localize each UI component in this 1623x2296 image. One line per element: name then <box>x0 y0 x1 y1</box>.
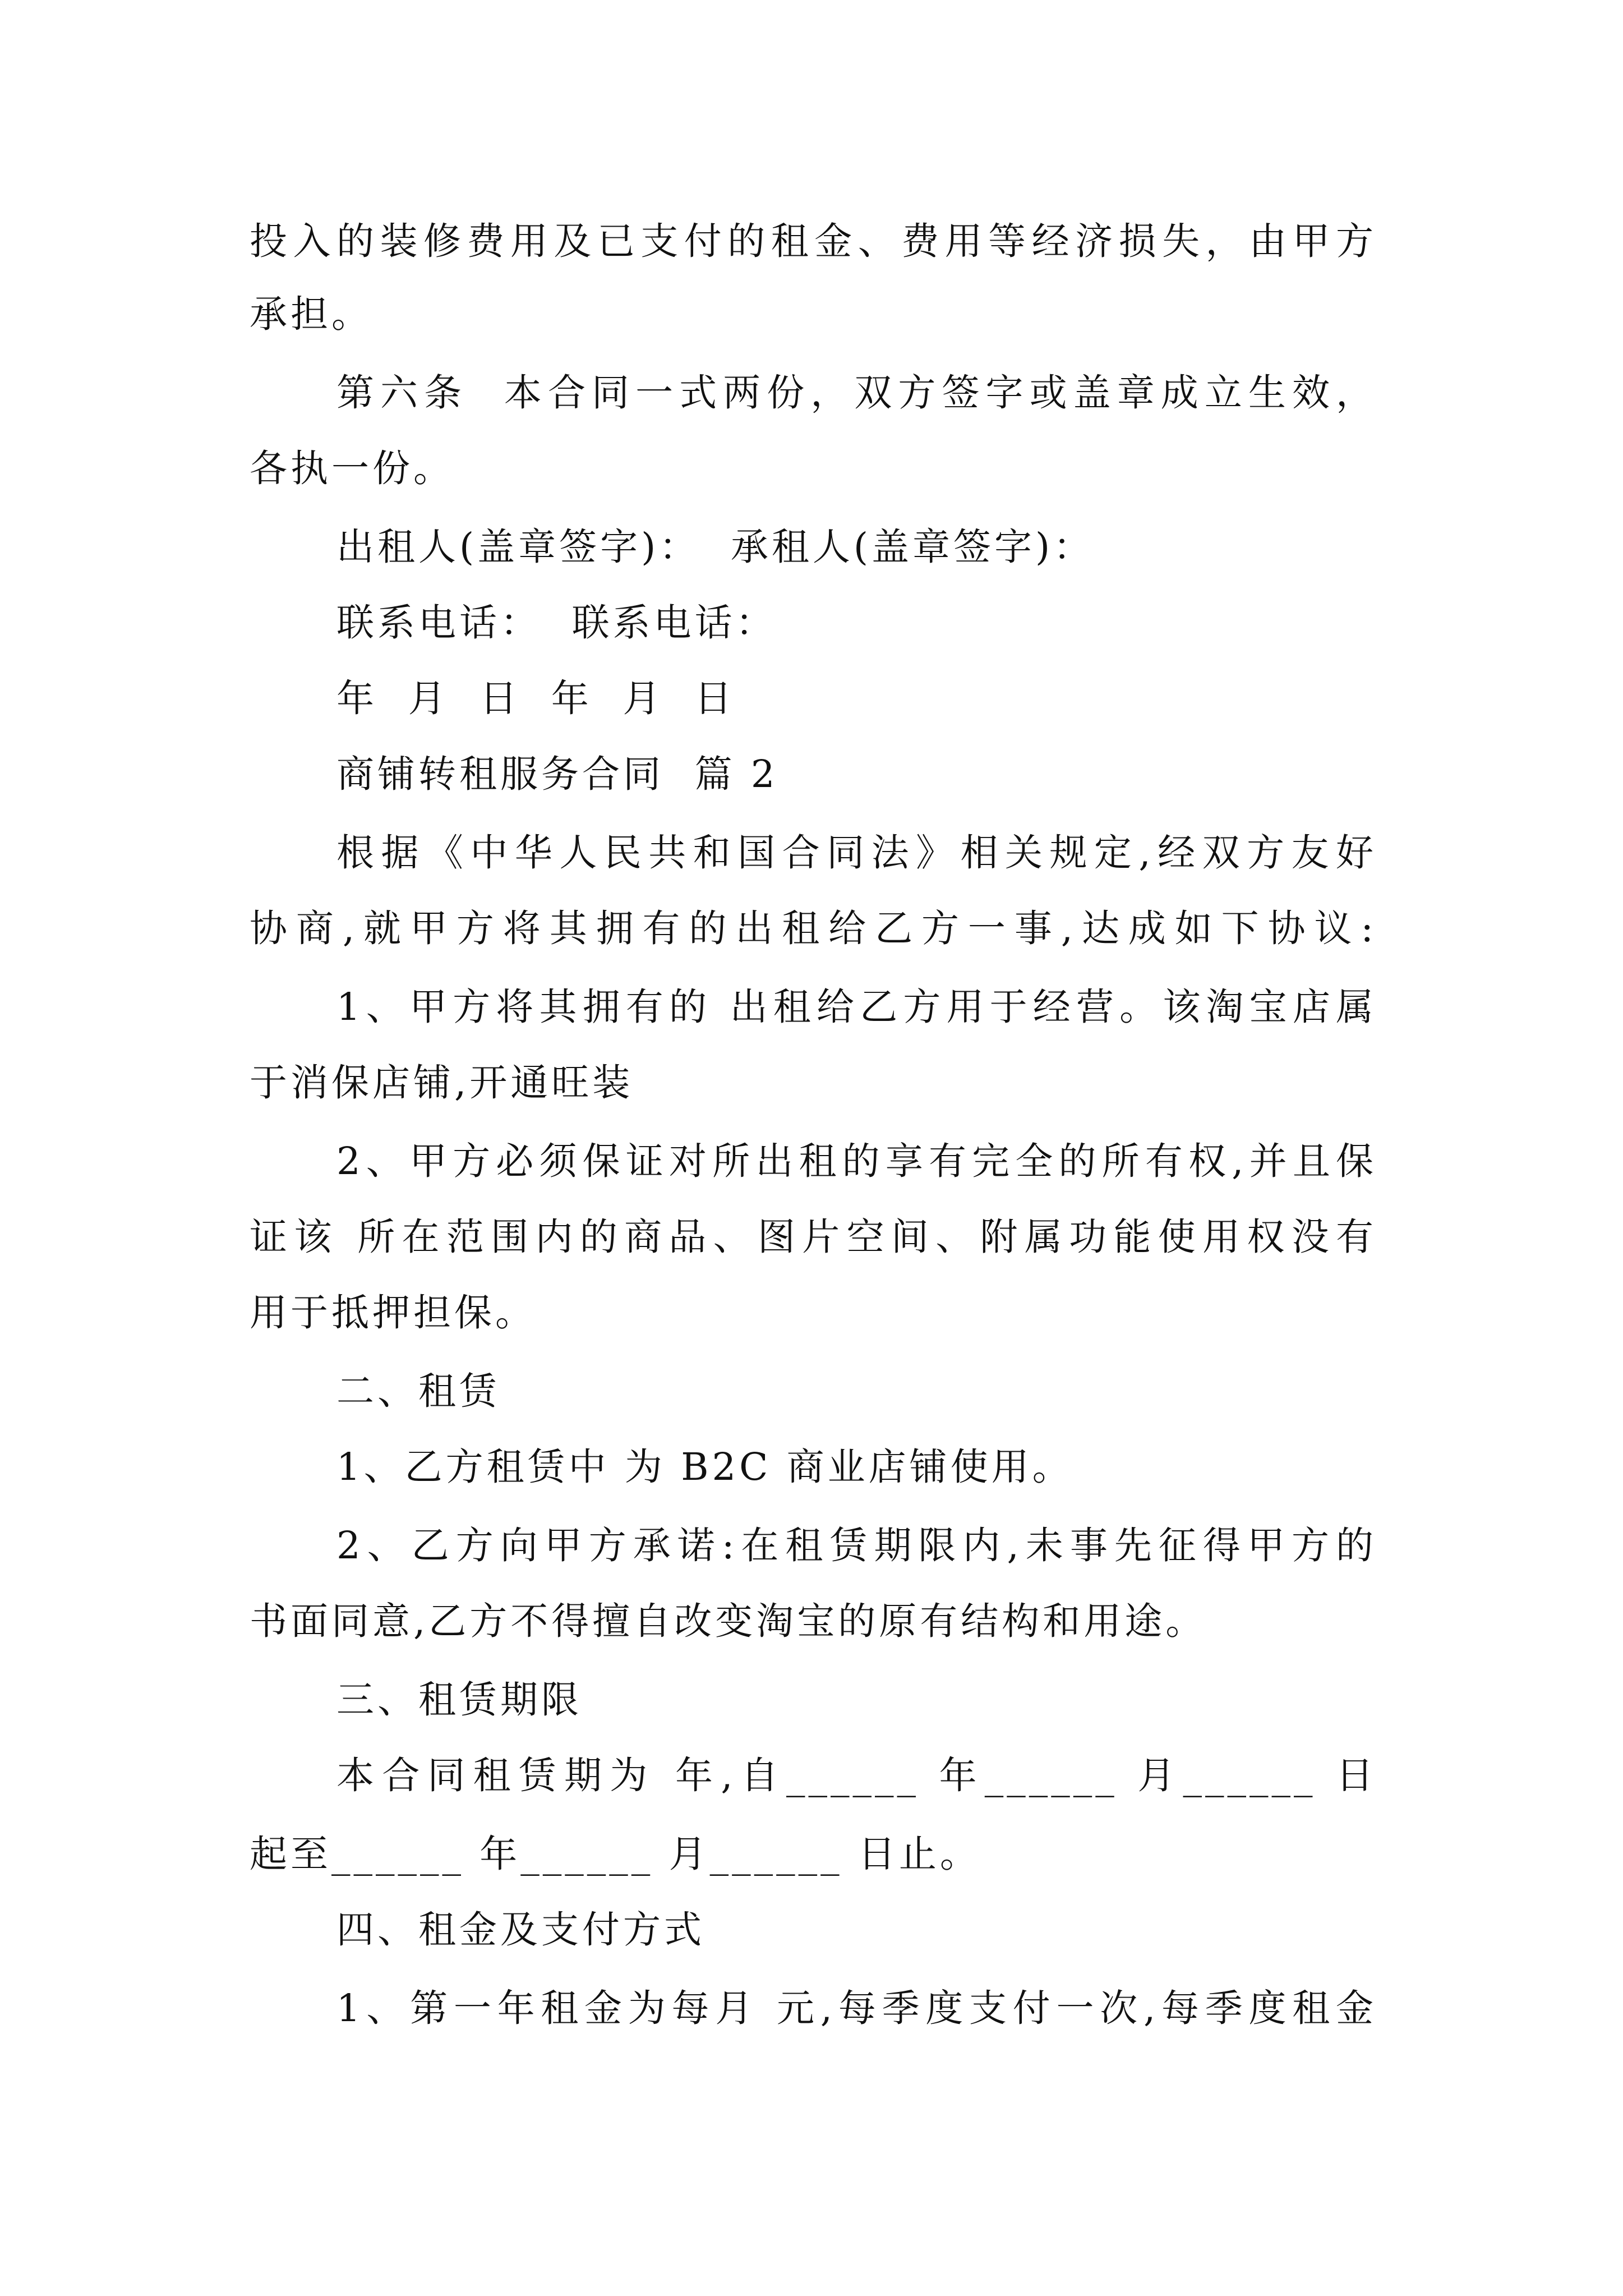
text-line: 书面同意,乙方不得擅自改变淘宝的原有结构和用途。 <box>250 1599 1207 1643</box>
text-line: 1、甲方将其拥有的 出租给乙方用于经营。该淘宝店属 <box>336 985 1377 1029</box>
text-line: 第六条 本合同一式两份，双方签字或盖章成立生效， <box>336 371 1377 415</box>
text-line: 本合同租赁期为 年,自______ 年______ 月______ 日 <box>336 1754 1377 1797</box>
text-line: 1、乙方租赁中 为 B2C 商业店铺使用。 <box>336 1445 1073 1489</box>
text-line: 承担。 <box>250 292 372 336</box>
text-line: 证该 所在范围内的商品、图片空间、附属功能使用权没有 <box>250 1215 1377 1259</box>
text-line: 用于抵押担保。 <box>250 1291 536 1335</box>
text-line: 出租人(盖章签字)： 承租人(盖章签字)： <box>336 525 1095 569</box>
text-line: 各执一份。 <box>250 447 454 490</box>
text-line: 投入的装修费用及已支付的租金、费用等经济损失，由甲方 <box>250 219 1377 263</box>
text-line: 1、第一年租金为每月 元,每季度支付一次,每季度租金 <box>336 1986 1377 2030</box>
text-line: 于消保店铺,开通旺装 <box>250 1061 634 1105</box>
section-heading: 商铺转租服务合同 篇 2 <box>336 752 778 796</box>
text-line: 协商,就甲方将其拥有的出租给乙方一事,达成如下协议: <box>250 907 1377 950</box>
text-line: 起至______ 年______ 月______ 日止。 <box>250 1832 981 1876</box>
text-line: 年 月 日 年 月 日 <box>336 677 735 720</box>
text-line: 2、乙方向甲方承诺:在租赁期限内,未事先征得甲方的 <box>336 1524 1377 1567</box>
text-line: 根据《中华人民共和国合同法》相关规定,经双方友好 <box>336 831 1377 875</box>
section-heading: 三、租赁期限 <box>336 1678 582 1722</box>
text-line: 联系电话： 联系电话： <box>336 601 777 645</box>
text-line: 2、甲方必须保证对所出租的享有完全的所有权,并且保 <box>336 1139 1377 1183</box>
section-heading: 四、租金及支付方式 <box>336 1908 705 1952</box>
section-heading: 二、租赁 <box>336 1369 500 1413</box>
